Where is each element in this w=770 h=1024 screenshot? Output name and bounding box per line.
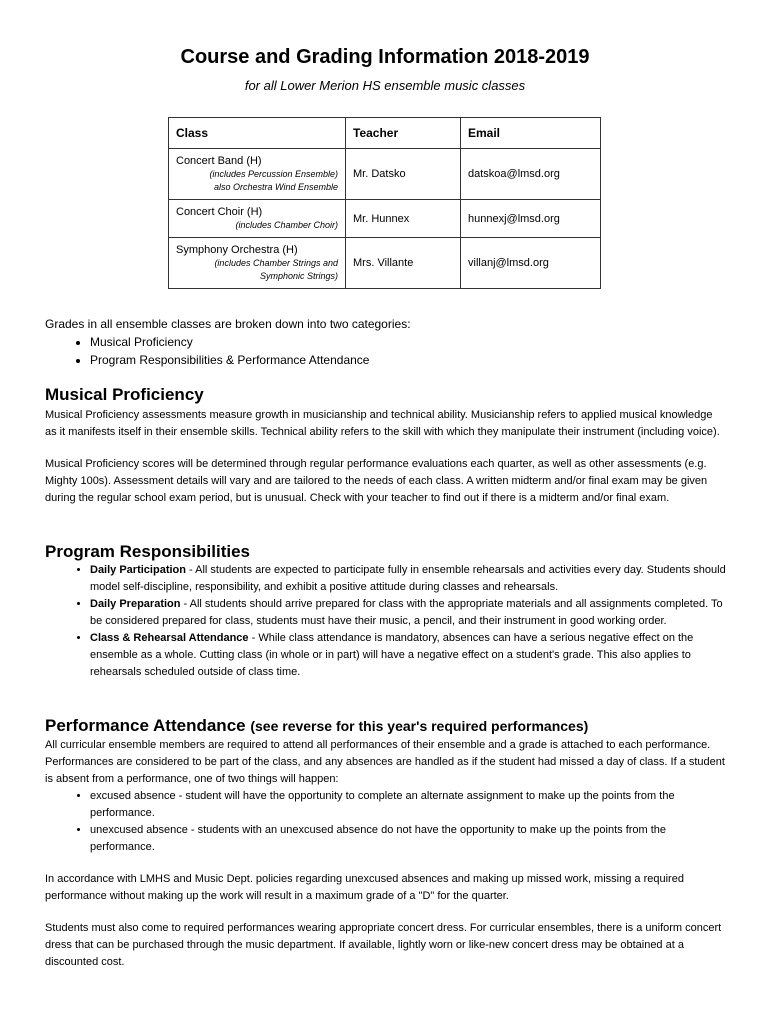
table-row	[169, 238, 601, 289]
responsibilities-list	[45, 562, 727, 681]
class-cell	[169, 149, 346, 200]
class-note: (includes Chamber Choir)	[235, 220, 338, 230]
intro-section	[45, 315, 727, 369]
attendance-paragraph: In accordance with LMHS and Music Dept. policies regarding unexcused absences and making up missed work, missing a required performance without making up the work will result in a maximum grade of a "D" for the quarter.	[45, 873, 684, 902]
item-label: Class & Rehearsal Attendance	[90, 632, 249, 644]
page-subtitle: for all Lower Merion HS ensemble music classes	[244, 78, 526, 93]
item-label: Daily Preparation	[90, 598, 181, 610]
attendance-section	[45, 717, 727, 971]
teacher-cell: Mr. Hunnex	[346, 200, 461, 238]
class-name: Symphony Orchestra (H)	[176, 244, 298, 256]
proficiency-section	[45, 386, 727, 507]
email-cell: datskoa@lmsd.org	[461, 149, 601, 200]
class-note: (includes Percussion Ensemble)	[209, 169, 338, 179]
teacher-table	[168, 117, 601, 289]
page-title: Course and Grading Information 2018-2019	[180, 46, 590, 68]
class-name: Concert Band (H)	[176, 155, 262, 167]
proficiency-paragraph: Musical Proficiency assessments measure growth in musicianship and technical ability. Musicianship refers to applied musical knowledge as it manifests itself in their ensemble skills. Technical ability refers to the skill with which they manipulate their instrument (including voice).	[45, 409, 720, 438]
absence-list	[45, 788, 727, 856]
category-list	[45, 333, 727, 369]
responsibilities-section	[45, 543, 727, 681]
responsibilities-heading: Program Responsibilities	[45, 542, 250, 561]
proficiency-heading: Musical Proficiency	[45, 385, 204, 404]
list-item: • Musical Proficiency	[90, 333, 727, 351]
item-text: - While class attendance is mandatory, absences can have a serious negative effect on the ensemble as a whole. Cutting class (in whole or in part) will have a negative effect on a student's grade. This also applies to rehearsals scheduled outside of class time.	[90, 632, 694, 678]
attendance-paragraph: All curricular ensemble members are required to attend all performances of their ensemble and a grade is attached to each performance. Performances are considered to be part of the class, and any absences are handled as if the student had missed a day of class. If a student is absent from a performance, one of two things will happen:	[45, 739, 725, 785]
table-header-row	[169, 118, 601, 149]
header-teacher: Teacher	[346, 118, 461, 149]
proficiency-paragraph: Musical Proficiency scores will be determined through regular performance evaluations each quarter, as well as other assessments (e.g. Mighty 100s). Assessment details will vary and are tailored to the needs of each class. A written midterm and/or final exam may be given during the regular school exam period, but is unusual. Check with your teacher to find out if there is a midterm and/or final exam.	[45, 458, 708, 504]
email-cell: villanj@lmsd.org	[461, 238, 601, 289]
class-note: Symphonic Strings)	[259, 271, 338, 281]
list-item: • excused absence - student will have the opportunity to complete an alternate assignment to make up the points from the performance.	[90, 788, 727, 822]
table-row	[169, 200, 601, 238]
list-item: • unexcused absence - students with an unexcused absence do not have the opportunity to make up the points from the performance.	[90, 822, 727, 856]
header-class: Class	[169, 118, 346, 149]
class-cell	[169, 200, 346, 238]
list-item: • Program Responsibilities & Performance Attendance	[90, 351, 727, 369]
table-row	[169, 149, 601, 200]
class-note: also Orchestra Wind Ensemble	[214, 182, 338, 192]
attendance-heading-note: (see reverse for this year's required performances)	[250, 718, 589, 734]
class-name: Concert Choir (H)	[176, 206, 263, 218]
item-label: Daily Participation	[90, 564, 186, 576]
email-cell: hunnexj@lmsd.org	[461, 200, 601, 238]
intro-text: Grades in all ensemble classes are broken down into two categories:	[45, 317, 411, 331]
teacher-cell: Mrs. Villante	[346, 238, 461, 289]
attendance-heading-title: Performance Attendance	[45, 716, 246, 735]
class-note: (includes Chamber Strings and	[214, 258, 338, 268]
list-item	[90, 562, 727, 596]
class-cell	[169, 238, 346, 289]
list-item	[90, 630, 727, 681]
attendance-heading	[45, 717, 727, 735]
item-text: - All students are expected to participate fully in ensemble rehearsals and activities every day. Students should model self-discipline, responsibility, and exhibit a positive attitude during classes and rehearsals.	[90, 564, 726, 593]
list-item	[90, 596, 727, 630]
attendance-paragraph: Students must also come to required performances wearing appropriate concert dress. For curricular ensembles, there is a uniform concert dress that can be purchased through the music department. If available, lightly worn or like-new concert dress may be obtained at a discounted cost.	[45, 922, 722, 968]
item-text: - All students should arrive prepared for class with the appropriate materials and all assignments completed. To be considered prepared for class, students must have their music, a pencil, and their instrument in good working order.	[90, 598, 723, 627]
teacher-cell: Mr. Datsko	[346, 149, 461, 200]
header-email: Email	[461, 118, 601, 149]
